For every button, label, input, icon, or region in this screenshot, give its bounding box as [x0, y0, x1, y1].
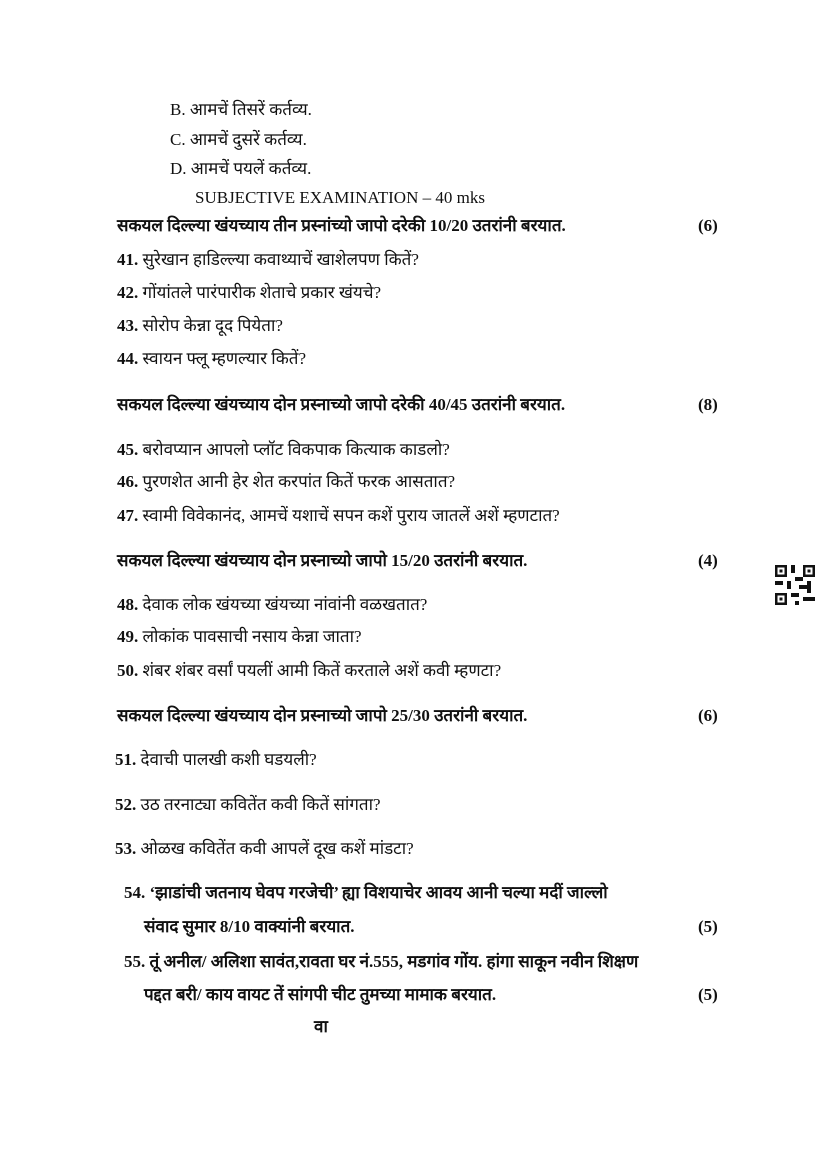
section-marks: (4): [698, 551, 718, 570]
option-c: C. आमचें दुसरें कर्तव्य.: [170, 130, 307, 149]
question-42: 42. गोंयांतले पारंपारीक शेताचे प्रकार खंयचे?: [117, 283, 382, 302]
question-54-line2: संवाद सुमार 8/10 वाक्यांनी बरयात.: [144, 917, 355, 936]
question-49: 49. लोकांक पावसाची नसाय केन्ना जाता?: [117, 627, 362, 646]
question-45: 45. बरोवप्यान आपलो प्लॉट विकपाक कित्याक काडलो?: [117, 440, 450, 459]
question-41: 41. सुरेखान हाडिल्ल्या कवाथ्याचें खाशेलपण कितें?: [117, 250, 419, 269]
question-54-line1: 54. ‘झाडांची जतनाय घेवप गरजेची’ ह्या विशयाचेर आवय आनी चल्या मदीं जाल्लो: [124, 883, 608, 902]
qr-code: [775, 565, 815, 605]
section-title: SUBJECTIVE EXAMINATION – 40 mks: [195, 188, 485, 207]
question-48: 48. देवाक लोक खंयच्या खंयच्या नांवांनी वळखतात?: [117, 595, 428, 614]
option-b: B. आमचें तिसरें कर्तव्य.: [170, 100, 312, 119]
question-52: 52. उठ तरनाट्या कवितेंत कवी कितें सांगता?: [115, 795, 381, 814]
section-instruction: सकयल दिल्ल्या खंयच्याय दोन प्रस्नाच्यो जापो 25/30 उतरांनी बरयात.: [117, 706, 528, 725]
question-marks: (5): [698, 917, 718, 936]
section-marks: (6): [698, 216, 718, 235]
question-44: 44. स्वायन फ्लू म्हणल्यार कितें?: [117, 349, 306, 368]
section-instruction: सकयल दिल्ल्या खंयच्याय दोन प्रस्नाच्यो जापो दरेकी 40/45 उतरांनी बरयात.: [117, 395, 566, 414]
question-47: 47. स्वामी विवेकानंद, आमचें यशाचें सपन कशें पुराय जातलें अशें म्हणटात?: [117, 506, 560, 525]
question-51: 51. देवाची पालखी कशी घडयली?: [115, 750, 317, 769]
section-instruction: सकयल दिल्ल्या खंयच्याय तीन प्रस्नांच्यो जापो दरेकी 10/20 उतरांनी बरयात.: [117, 216, 566, 235]
question-43: 43. सोरोप केन्ना दूद पियेता?: [117, 316, 283, 335]
question-46: 46. पुरणशेत आनी हेर शेत करपांत कितें फरक आसतात?: [117, 472, 456, 491]
question-55-line2: पद्दत बरी/ काय वायट तें सांगपी चीट तुमच्या मामाक बरयात.: [144, 985, 497, 1004]
footer-text: वा: [314, 1017, 328, 1036]
section-marks: (6): [698, 706, 718, 725]
question-50: 50. शंबर शंबर वर्सां पयलीं आमी कितें करताले अशें कवी म्हणटा?: [117, 661, 502, 680]
option-d: D. आमचें पयलें कर्तव्य.: [170, 159, 312, 178]
section-marks: (8): [698, 395, 718, 414]
question-marks: (5): [698, 985, 718, 1004]
section-instruction: सकयल दिल्ल्या खंयच्याय दोन प्रस्नाच्यो जापो 15/20 उतरांनी बरयात.: [117, 551, 528, 570]
question-55-line1: 55. तूं अनील/ अलिशा सावंत,रावता घर नं.555, मडगांव गोंय. हांगा साकून नवीन शिक्षण: [124, 952, 639, 971]
question-53: 53. ओळख कवितेंत कवी आपलें दूख कशें मांडटा?: [115, 839, 414, 858]
